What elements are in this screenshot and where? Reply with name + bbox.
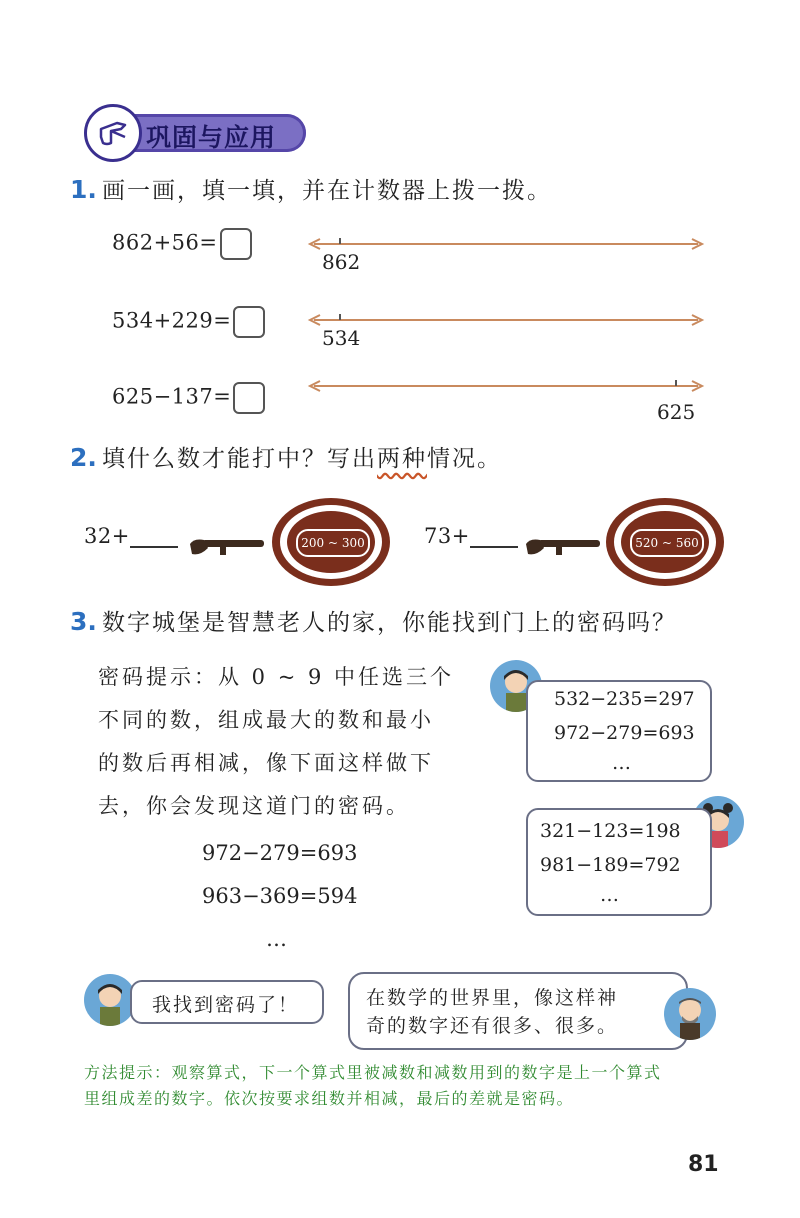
question-2-emphasis: 两种 (377, 446, 427, 472)
hint-line: 的数后再相减，像下面这样做下 (98, 751, 434, 775)
method-tip-line: 里组成差的数字。依次按要求组数并相减，最后的差就是密码。 (84, 1089, 575, 1108)
speech-line: 在数学的世界里，像这样神 (366, 987, 619, 1009)
speech-boy (130, 980, 324, 1024)
q1-item-3 (112, 382, 265, 414)
number-line-3-label: 625 (657, 400, 696, 424)
number-line-2 (306, 310, 706, 330)
method-tip (84, 1060, 662, 1112)
question-2-text-a: 填什么数才能打中？写出 (102, 446, 377, 472)
q1-item-2 (112, 306, 265, 338)
hint-line: 密码提示：从 0 ~ 9 中任选三个 (98, 665, 455, 689)
bubble-line: 321−123=198 (540, 820, 681, 842)
speech-old-man-text (366, 984, 618, 1040)
answer-box[interactable] (233, 382, 265, 414)
question-2-number: 2. (70, 443, 97, 472)
target-right (606, 498, 724, 586)
question-2-heading (70, 440, 502, 473)
number-line-2-label: 534 (322, 326, 361, 350)
question-2-text-b: 情况。 (427, 446, 502, 472)
q2-left-blank[interactable] (130, 546, 178, 548)
section-header (84, 104, 308, 160)
number-line-3 (306, 376, 706, 396)
old-man-avatar (664, 988, 716, 1040)
bubble-ellipsis: … (600, 884, 619, 906)
question-3-heading (70, 604, 677, 637)
target-left-range: 200 ~ 300 (296, 529, 370, 557)
question-1-text: 画一画，填一填，并在计数器上拨一拨。 (102, 178, 552, 204)
answer-box[interactable] (220, 228, 252, 260)
answer-box[interactable] (233, 306, 265, 338)
bubble-ellipsis: … (612, 752, 631, 774)
section-title: 巩固与应用 (146, 123, 277, 152)
speech-old-man (348, 972, 688, 1050)
question-1-heading (70, 172, 552, 205)
example-ellipsis: … (266, 927, 287, 951)
bubble-line: 972−279=693 (554, 722, 695, 744)
gun-icon (188, 534, 266, 560)
example-line: 963−369=594 (202, 884, 358, 908)
speech-line: 奇的数字还有很多、很多。 (366, 1015, 619, 1037)
q1-item-1-expr: 862+56= (112, 230, 218, 255)
q2-right-prefix: 73+ (424, 524, 470, 548)
speech-boy-text: 我找到密码了！ (152, 994, 300, 1016)
boy-bubble (526, 680, 712, 782)
q1-item-1 (112, 228, 252, 260)
hint-line: 去，你会发现这道门的密码。 (98, 794, 410, 818)
gun-icon (524, 534, 602, 560)
target-right-range: 520 ~ 560 (630, 529, 704, 557)
hand-icon (84, 104, 142, 162)
method-tip-line: 方法提示：观察算式，下一个算式里被减数和减数用到的数字是上一个算式 (84, 1063, 662, 1082)
boy-avatar-bottom (84, 974, 136, 1026)
girl-bubble (526, 808, 712, 916)
number-line-1 (306, 234, 706, 254)
bubble-line: 532−235=297 (554, 688, 695, 710)
q1-item-2-expr: 534+229= (112, 308, 232, 333)
target-left (272, 498, 390, 586)
hint-line: 不同的数，组成最大的数和最小 (98, 708, 434, 732)
bubble-line: 981−189=792 (540, 854, 681, 876)
q2-left-prefix: 32+ (84, 524, 130, 548)
number-line-1-label: 862 (322, 250, 361, 274)
question-3-text: 数字城堡是智慧老人的家，你能找到门上的密码吗？ (102, 610, 677, 636)
page-number: 81 (688, 1152, 719, 1177)
question-3-number: 3. (70, 607, 97, 636)
q1-item-3-expr: 625−137= (112, 384, 232, 409)
example-line: 972−279=693 (202, 841, 358, 865)
q2-right-blank[interactable] (470, 546, 518, 548)
question-1-number: 1. (70, 175, 97, 204)
example-calculations (202, 832, 357, 961)
password-hint (98, 656, 478, 828)
